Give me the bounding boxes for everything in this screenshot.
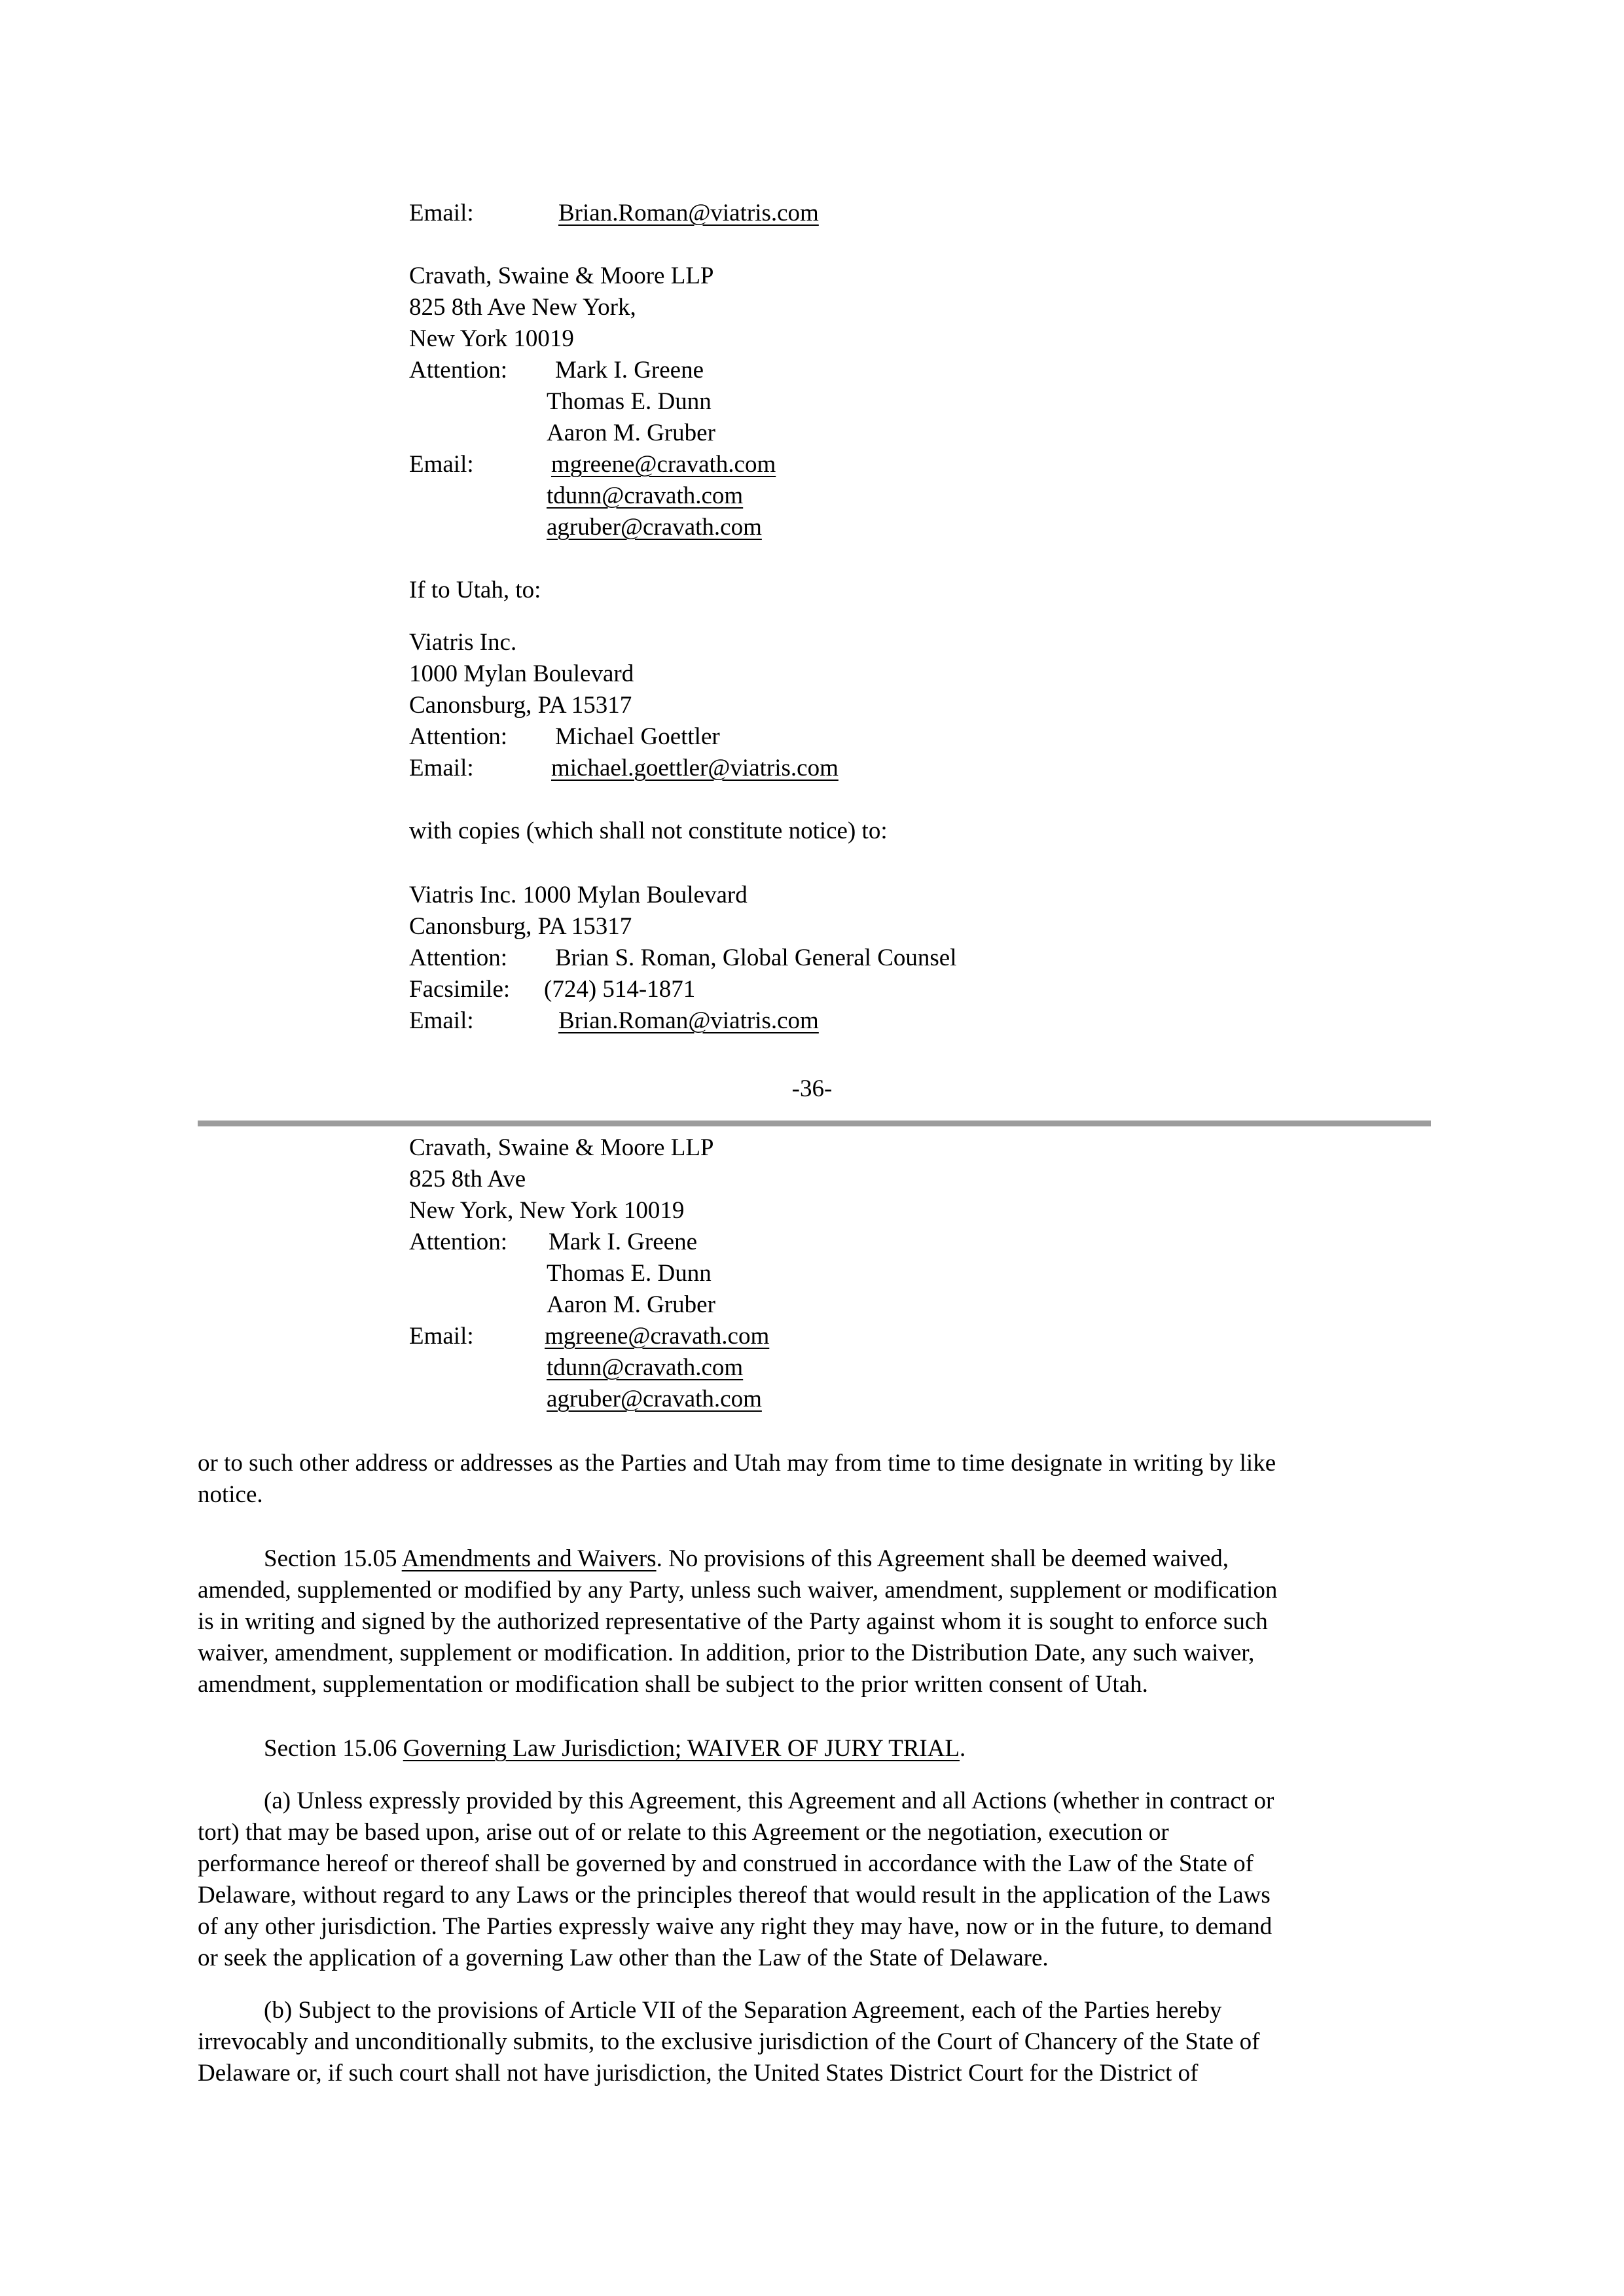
body-text-line: is in writing and signed by the authorized representative of the Party against whom it is sought to enforce such xyxy=(198,1608,1268,1635)
body-text-line: of any other jurisdiction. The Parties expressly waive any right they may have, now or in the future, to demand xyxy=(198,1913,1272,1940)
body-text-line: waiver, amendment, supplement or modification. In addition, prior to the Distribution Date, any such waiver, xyxy=(198,1640,1255,1666)
page-divider xyxy=(198,1121,1431,1126)
copies-intro: with copies (which shall not constitute notice) to: xyxy=(409,817,888,844)
body-text-line: Delaware, without regard to any Laws or the principles thereof that would result in the application of the Laws xyxy=(198,1882,1271,1909)
email-link[interactable]: agruber@cravath.com xyxy=(547,1386,762,1412)
fax-number: (724) 514-1871 xyxy=(544,976,696,1003)
address-line: Viatris Inc. 1000 Mylan Boulevard xyxy=(409,882,748,908)
attention-name: Aaron M. Gruber xyxy=(547,420,715,446)
body-text-line: (a) Unless expressly provided by this Agreement, this Agreement and all Actions (whether in contract or xyxy=(264,1787,1274,1814)
company-name: Viatris Inc. xyxy=(409,629,517,656)
email-label: Email: xyxy=(409,1007,474,1034)
email-link[interactable]: tdunn@cravath.com xyxy=(547,482,744,509)
address-line: 1000 Mylan Boulevard xyxy=(409,660,634,687)
attention-label: Attention: xyxy=(409,944,508,971)
attention-name: Michael Goettler xyxy=(555,723,720,750)
attention-name: Mark I. Greene xyxy=(549,1229,698,1255)
attention-label: Attention: xyxy=(409,723,508,750)
section-number: Section 15.05 xyxy=(264,1545,402,1572)
email-label: Email: xyxy=(409,200,474,226)
body-text-line: performance hereof or thereof shall be governed by and construed in accordance with the Law of the State of xyxy=(198,1850,1254,1877)
email-link[interactable]: mgreene@cravath.com xyxy=(551,451,776,478)
body-text-line: or seek the application of a governing Law other than the Law of the State of Delaware. xyxy=(198,1945,1049,1971)
body-text-line: Delaware or, if such court shall not have jurisdiction, the United States District Court for the District of xyxy=(198,2060,1199,2087)
body-text-line: amended, supplemented or modified by any Party, unless such waiver, amendment, supplement or modification xyxy=(198,1577,1278,1604)
firm-name: Cravath, Swaine & Moore LLP xyxy=(409,262,714,289)
body-text: . No provisions of this Agreement shall be deemed waived, xyxy=(656,1545,1229,1572)
page-number: -36- xyxy=(791,1075,833,1102)
email-label: Email: xyxy=(409,451,474,478)
attention-name: Aaron M. Gruber xyxy=(547,1291,715,1318)
address-line: New York 10019 xyxy=(409,325,574,352)
email-link[interactable]: tdunn@cravath.com xyxy=(547,1354,744,1381)
address-line: 825 8th Ave xyxy=(409,1166,526,1193)
address-line: Canonsburg, PA 15317 xyxy=(409,913,632,940)
email-label: Email: xyxy=(409,755,474,781)
body-text-line: irrevocably and unconditionally submits, to the exclusive jurisdiction of the Court of Chancery of the State of xyxy=(198,2028,1260,2055)
section-15-05-first-line xyxy=(264,1543,1229,1575)
section-15-06-heading xyxy=(264,1733,965,1765)
section-heading: Governing Law Jurisdiction; WAIVER OF JURY TRIAL xyxy=(403,1735,960,1762)
email-link[interactable]: Brian.Roman@viatris.com xyxy=(558,1007,819,1034)
body-text-line: amendment, supplementation or modification shall be subject to the prior written consent of Utah. xyxy=(198,1671,1148,1698)
address-line: 825 8th Ave New York, xyxy=(409,294,636,321)
section-heading: Amendments and Waivers xyxy=(401,1545,657,1572)
email-link[interactable]: agruber@cravath.com xyxy=(547,514,762,541)
fax-label: Facsimile: xyxy=(409,976,511,1003)
attention-name: Brian S. Roman, Global General Counsel xyxy=(555,944,957,971)
email-link[interactable]: Brian.Roman@viatris.com xyxy=(558,200,819,226)
body-text-line: tort) that may be based upon, arise out of or relate to this Agreement or the negotiation, execution or xyxy=(198,1819,1169,1846)
attention-name: Thomas E. Dunn xyxy=(547,1260,712,1287)
email-label: Email: xyxy=(409,1323,474,1350)
address-line: New York, New York 10019 xyxy=(409,1197,685,1224)
recipient-intro: If to Utah, to: xyxy=(409,577,541,603)
attention-label: Attention: xyxy=(409,357,508,384)
body-text-line: or to such other address or addresses as the Parties and Utah may from time to time designate in writing by like xyxy=(198,1450,1276,1477)
email-link[interactable]: michael.goettler@viatris.com xyxy=(551,755,839,781)
attention-label: Attention: xyxy=(409,1229,508,1255)
section-number: Section 15.06 xyxy=(264,1735,403,1762)
heading-period: . xyxy=(960,1735,966,1762)
email-link[interactable]: mgreene@cravath.com xyxy=(545,1323,770,1350)
attention-name: Thomas E. Dunn xyxy=(547,388,712,415)
firm-name: Cravath, Swaine & Moore LLP xyxy=(409,1134,714,1161)
body-text-line: notice. xyxy=(198,1481,263,1508)
attention-name: Mark I. Greene xyxy=(555,357,704,384)
address-line: Canonsburg, PA 15317 xyxy=(409,692,632,719)
body-text-line: (b) Subject to the provisions of Article VII of the Separation Agreement, each of the Parties hereby xyxy=(264,1997,1222,2024)
